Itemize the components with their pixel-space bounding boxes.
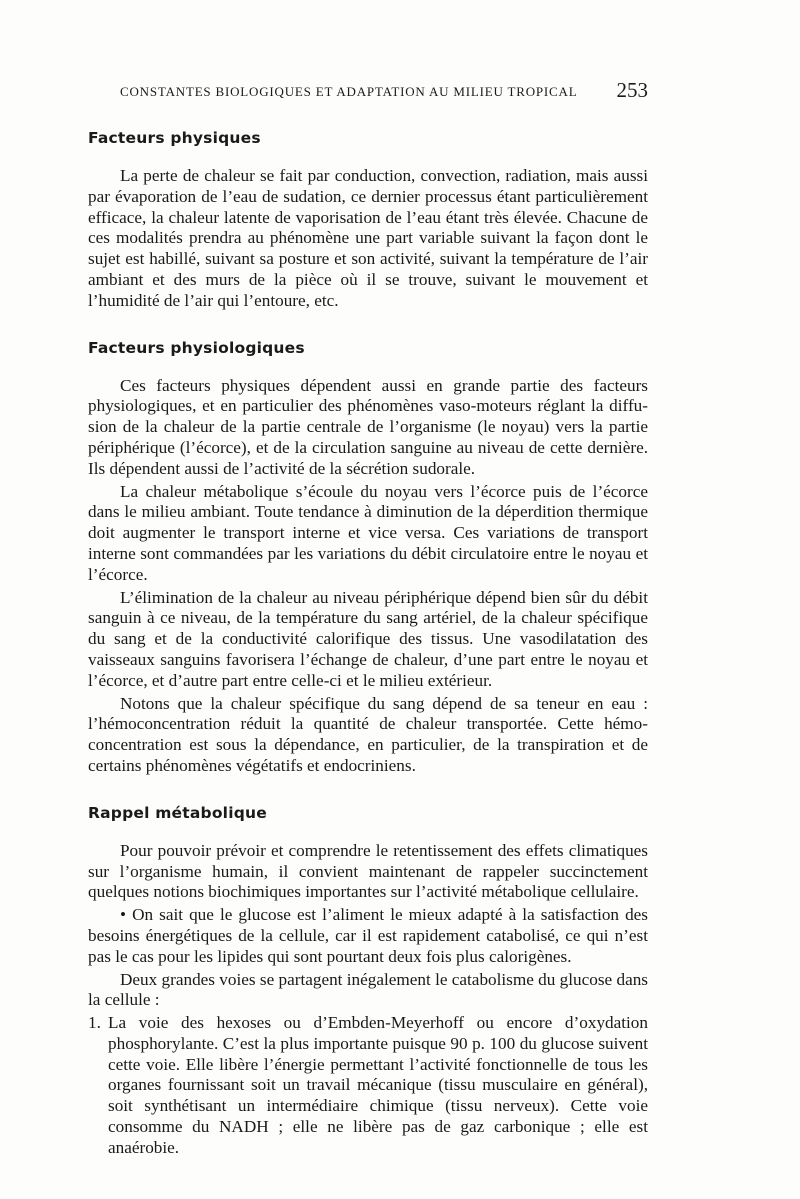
list-item [88, 1013, 648, 1159]
running-title: CONSTANTES BIOLOGIQUES ET ADAPTATION AU MILIEU TROPICAL [120, 84, 578, 99]
paragraph: La perte de chaleur se fait par conduction, convection, radiation, mais aussi par évaporation de l’eau de sudation, ce dernier processus étant particulièrement efficace, la chaleur latente de vaporisation de l’eau étant très élevée. Chacune de ces modalités prendra au phénomène une part variable suivant la façon dont le sujet est habillé, suivant sa posture et son activité, suivant la température de l’air ambiant et des murs de la pièce où il se trouve, suivant le mouvement et l’humidité de l’air qui l’entoure, etc. [88, 166, 648, 310]
book-page [88, 78, 648, 1159]
section-heading-facteurs-physiologiques: Facteurs physiologiques [88, 338, 305, 357]
running-header [88, 78, 648, 108]
numbered-list [88, 1013, 648, 1159]
paragraph: • On sait que le glucose est l’aliment le mieux adapté à la satisfaction des besoins énergétiques de la cellule, car il est rapidement catabolisé, ce qui n’est pas le cas pour les lipides qui sont pourtant deux fois plus calorigènes. [88, 905, 648, 966]
section-body-facteurs-physiologiques [88, 376, 648, 777]
section-heading-facteurs-physiques: Facteurs physiques [88, 129, 261, 147]
section-heading-rappel-metabolique: Rappel métabolique [88, 803, 267, 822]
paragraph: Ces facteurs physiques dépendent aussi en grande partie des facteurs physiologiques, et en particulier des phénomènes vaso-moteurs réglant la diffusion de la chaleur de la partie centrale de l’organisme (le noyau) vers la partie périphérique (l’écorce), et de la circulation sanguine au niveau de cette dernière. Ils dépendent aussi de l’activité de la sécrétion sudorale. [88, 375, 648, 478]
paragraph: Pour pouvoir prévoir et comprendre le retentissement des effets climatiques sur l’organisme humain, il convient maintenant de rappeler succinctement quelques notions biochimiques importantes sur l’activité métabolique cellulaire. [88, 840, 648, 902]
section-body-rappel-metabolique [88, 841, 648, 1159]
paragraph: Deux grandes voies se partagent inégalement le catabolisme du glucose dans la cellule : [88, 969, 648, 1010]
section-body-facteurs-physiques [88, 166, 648, 312]
paragraph: La chaleur métabolique s’écoule du noyau vers l’écorce puis de l’écorce dans le milieu ambiant. Toute tendance à diminution de la déperdition thermique doit augmenter le transport interne et vice versa. Ces variations de transport interne sont commandées par les variations du débit circulatoire entre le noyau et l’écorce. [88, 481, 648, 584]
list-item-text: La voie des hexoses ou d’Embden-Meyerhoff ou encore d’oxydation phosphorylante. C’est la plus importante puisque 90 p. 100 du glucose suivent cette voie. Elle libère l’énergie permettant l’activité fonctionnelle de tous les organes fournissant soit un travail mécanique (tissu musculaire en général), soit synthétisant un intermédiaire chimique (tissu nerveux). Cette voie consomme du NADH ; elle ne libère pas de gaz carbonique ; elle est anaérobie. [108, 1013, 648, 1157]
list-item-number: 1. [88, 1013, 101, 1033]
paragraph: Notons que la chaleur spécifique du sang dépend de sa teneur en eau : l’hémoconcentration réduit la quantité de chaleur transportée. Cette hémoconcentration est sous la dépendance, en particulier, de la transpiration et de certains phénomènes végétatifs et endocriniens. [88, 693, 648, 775]
page-number: 253 [616, 78, 648, 102]
paragraph: L’élimination de la chaleur au niveau périphérique dépend bien sûr du débit sanguin à ce niveau, de la température du sang artériel, de la chaleur spécifique du sang et de la conductivité calorifique des tissus. Une vasodilatation des vaisseaux sanguins favorisera l’échange de chaleur, d’une part entre le noyau et l’écorce, et d’autre part entre celle-ci et le milieu extérieur. [88, 587, 648, 690]
